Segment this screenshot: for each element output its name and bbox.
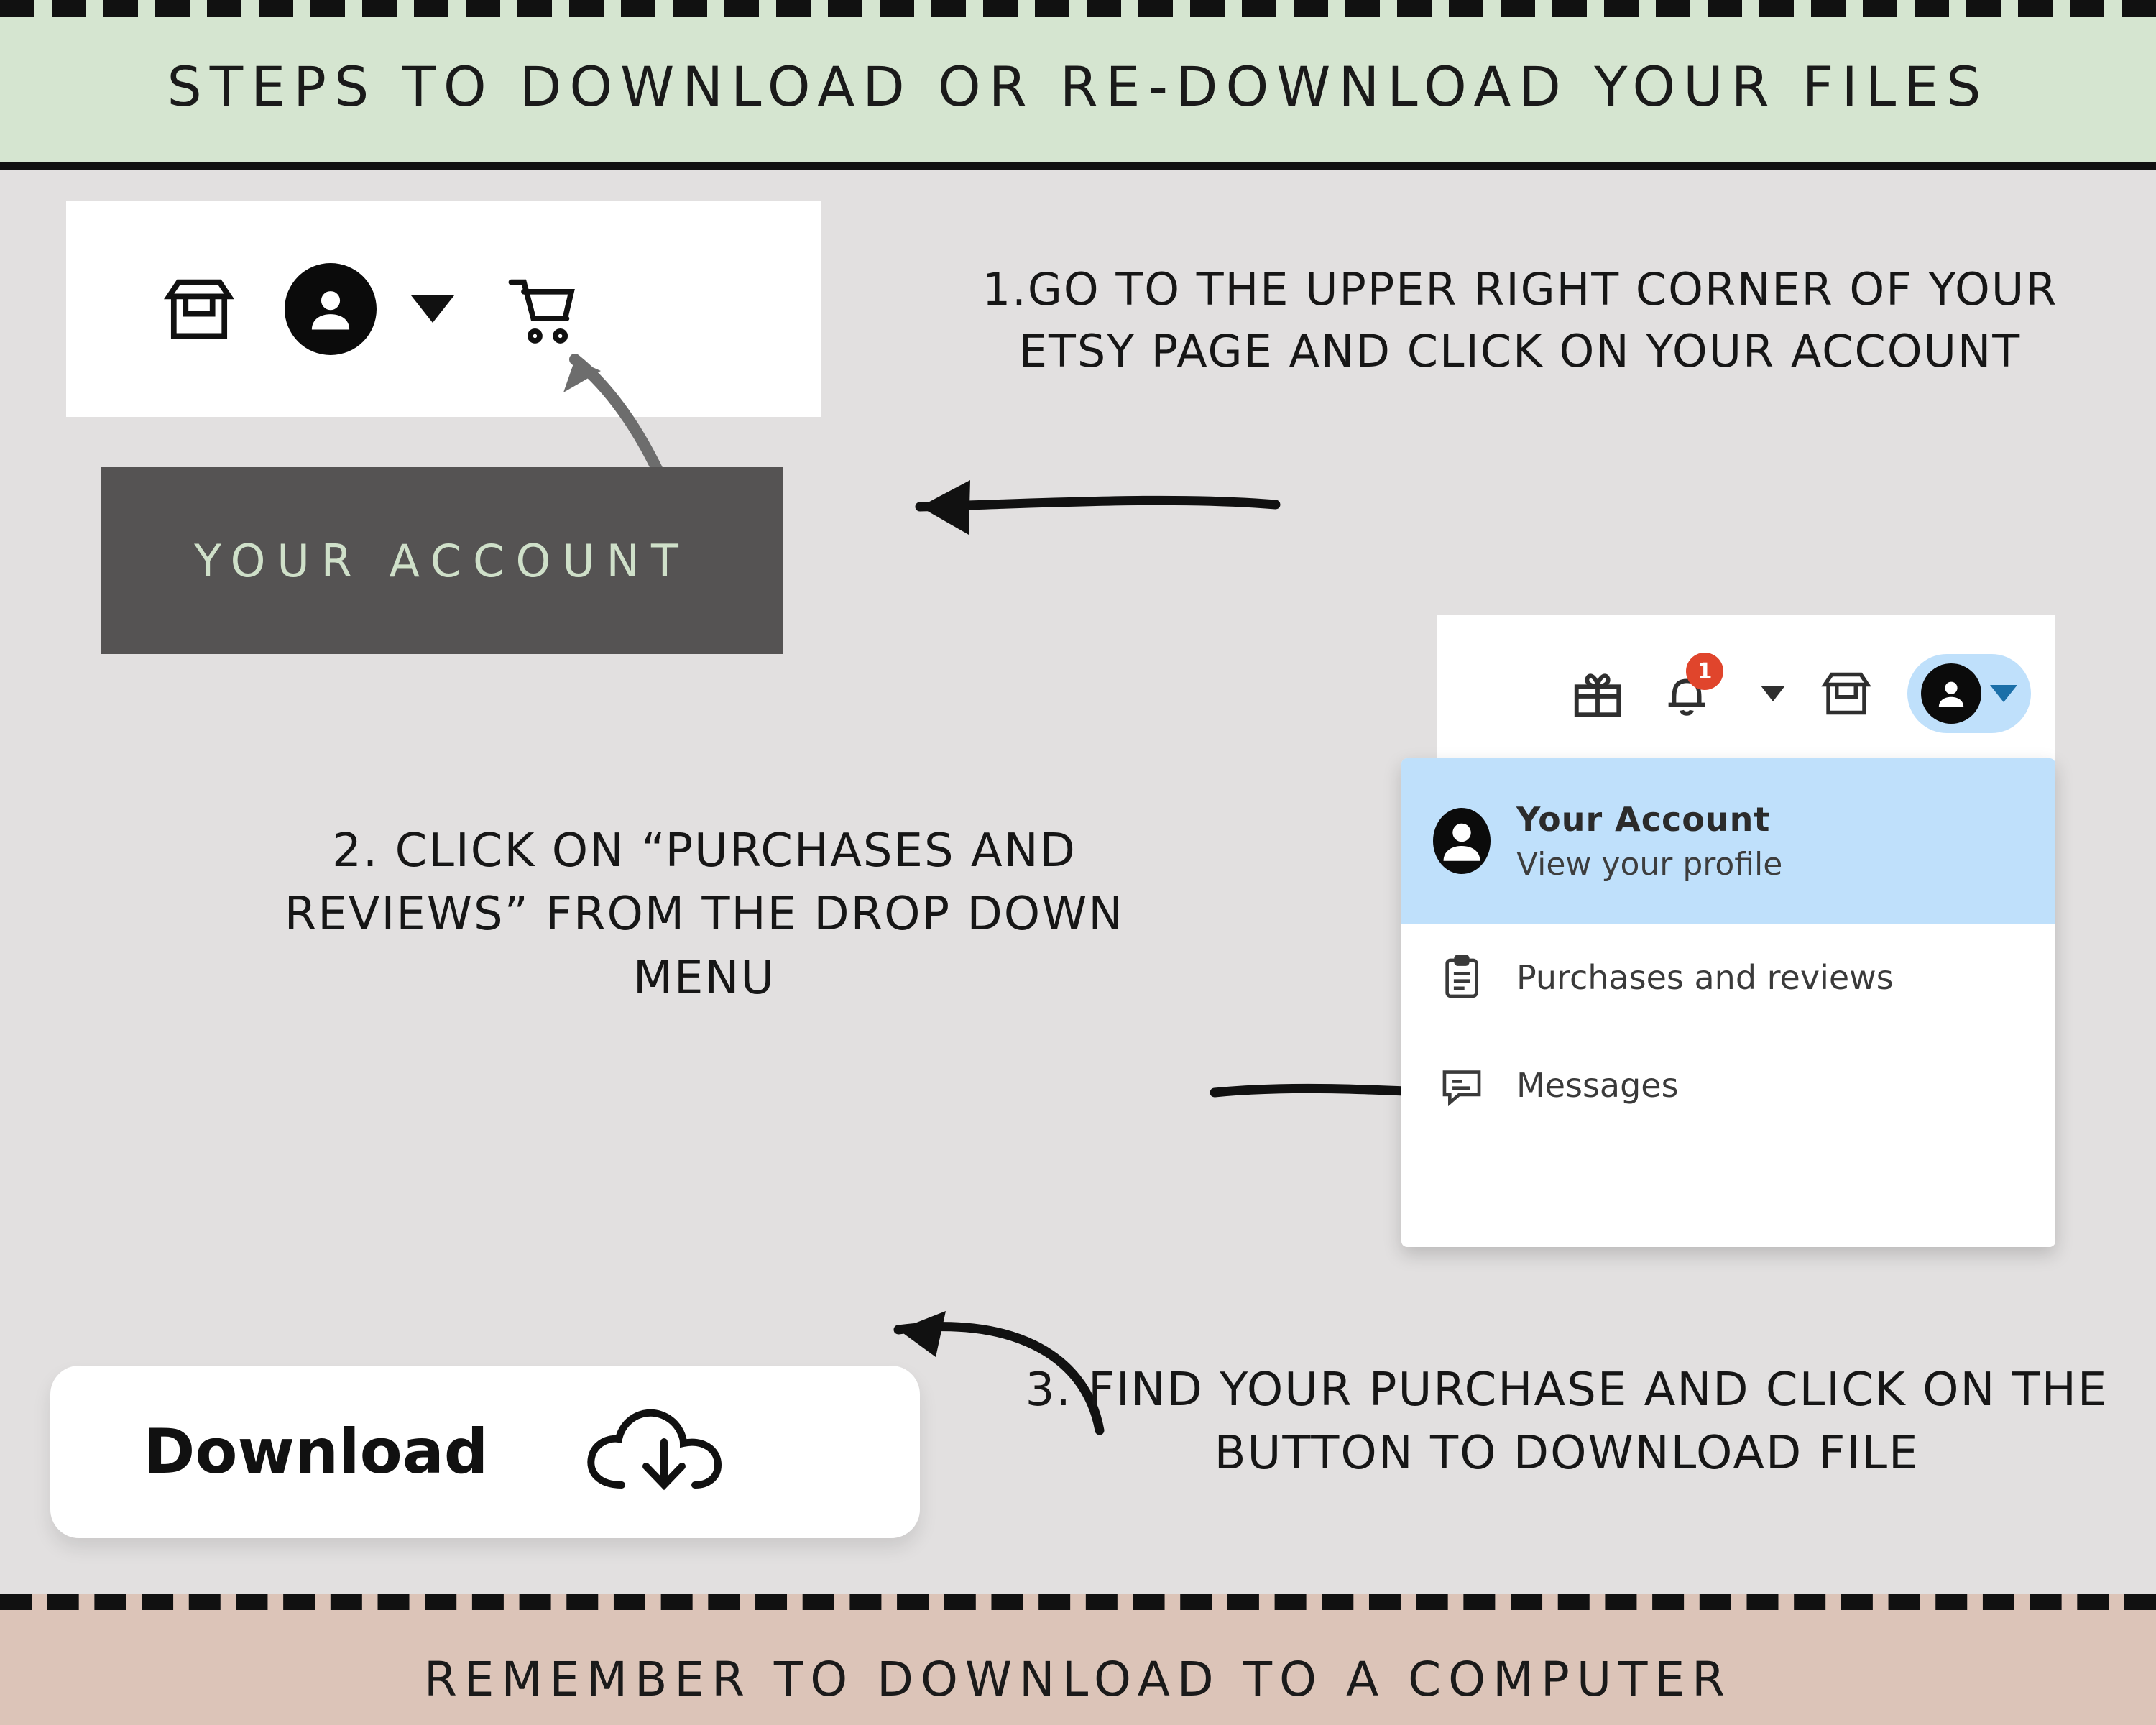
bell-badge: 1 bbox=[1686, 653, 1723, 690]
notifications-bell[interactable] bbox=[1659, 658, 1728, 724]
dropdown-item-messages[interactable] bbox=[1401, 1031, 2055, 1139]
account-avatar-icon bbox=[1921, 663, 1981, 724]
shop-icon[interactable] bbox=[1818, 666, 1874, 722]
dropdown-item-title: Your Account bbox=[1516, 799, 1771, 839]
top-banner bbox=[0, 0, 2156, 170]
dropdown-item-your-account[interactable] bbox=[1401, 758, 2055, 924]
etsy-header-screenshot bbox=[66, 201, 821, 417]
step-3-text: 3. FIND YOUR PURCHASE AND CLICK ON THE BUTTON TO DOWNLOAD FILE bbox=[1025, 1363, 2109, 1481]
account-avatar-icon bbox=[1433, 812, 1491, 870]
dropdown-item-purchases-and-reviews[interactable] bbox=[1401, 924, 2055, 1031]
message-icon bbox=[1433, 1057, 1491, 1114]
footer-note: REMEMBER TO DOWNLOAD TO A COMPUTER bbox=[423, 1652, 1733, 1707]
dropdown-panel bbox=[1401, 758, 2055, 1247]
chevron-down-icon[interactable] bbox=[1761, 686, 1785, 702]
chevron-down-icon[interactable] bbox=[411, 295, 454, 323]
curved-arrow-to-avatar bbox=[532, 331, 676, 489]
dropdown-notch bbox=[1921, 758, 1973, 761]
bottom-banner bbox=[0, 1594, 2156, 1725]
dropdown-item-subtitle: View your profile bbox=[1516, 845, 1783, 883]
download-button[interactable] bbox=[50, 1366, 920, 1538]
dropdown-item-label: Purchases and reviews bbox=[1516, 958, 1894, 997]
gift-icon[interactable] bbox=[1570, 666, 1626, 722]
dropdown-toolbar bbox=[1437, 615, 2055, 773]
account-avatar-icon[interactable] bbox=[285, 263, 377, 355]
step-1-arrow bbox=[884, 467, 1286, 546]
your-account-tooltip: YOUR ACCOUNT bbox=[101, 467, 783, 654]
etsy-account-dropdown bbox=[1437, 615, 2055, 1294]
step-1-text: 1.GO TO THE UPPER RIGHT CORNER OF YOUR ETSY PAGE AND CLICK ON YOUR ACCOUNT bbox=[982, 263, 2058, 377]
etsy-header-icons bbox=[66, 201, 821, 417]
cloud-download-icon bbox=[574, 1394, 754, 1509]
page-title: STEPS TO DOWNLOAD OR RE-DOWNLOAD YOUR FILES bbox=[167, 55, 1989, 119]
shop-icon[interactable] bbox=[160, 270, 239, 349]
dropdown-item-label: Messages bbox=[1516, 1066, 1679, 1105]
clipboard-icon bbox=[1433, 949, 1491, 1006]
chevron-down-icon bbox=[1990, 685, 2017, 702]
step-2-text: 2. CLICK ON “PURCHASES AND REVIEWS” FROM THE DROP DOWN MENU bbox=[284, 824, 1125, 1005]
download-button-label: Download bbox=[144, 1416, 489, 1488]
account-avatar-button[interactable] bbox=[1907, 654, 2031, 733]
